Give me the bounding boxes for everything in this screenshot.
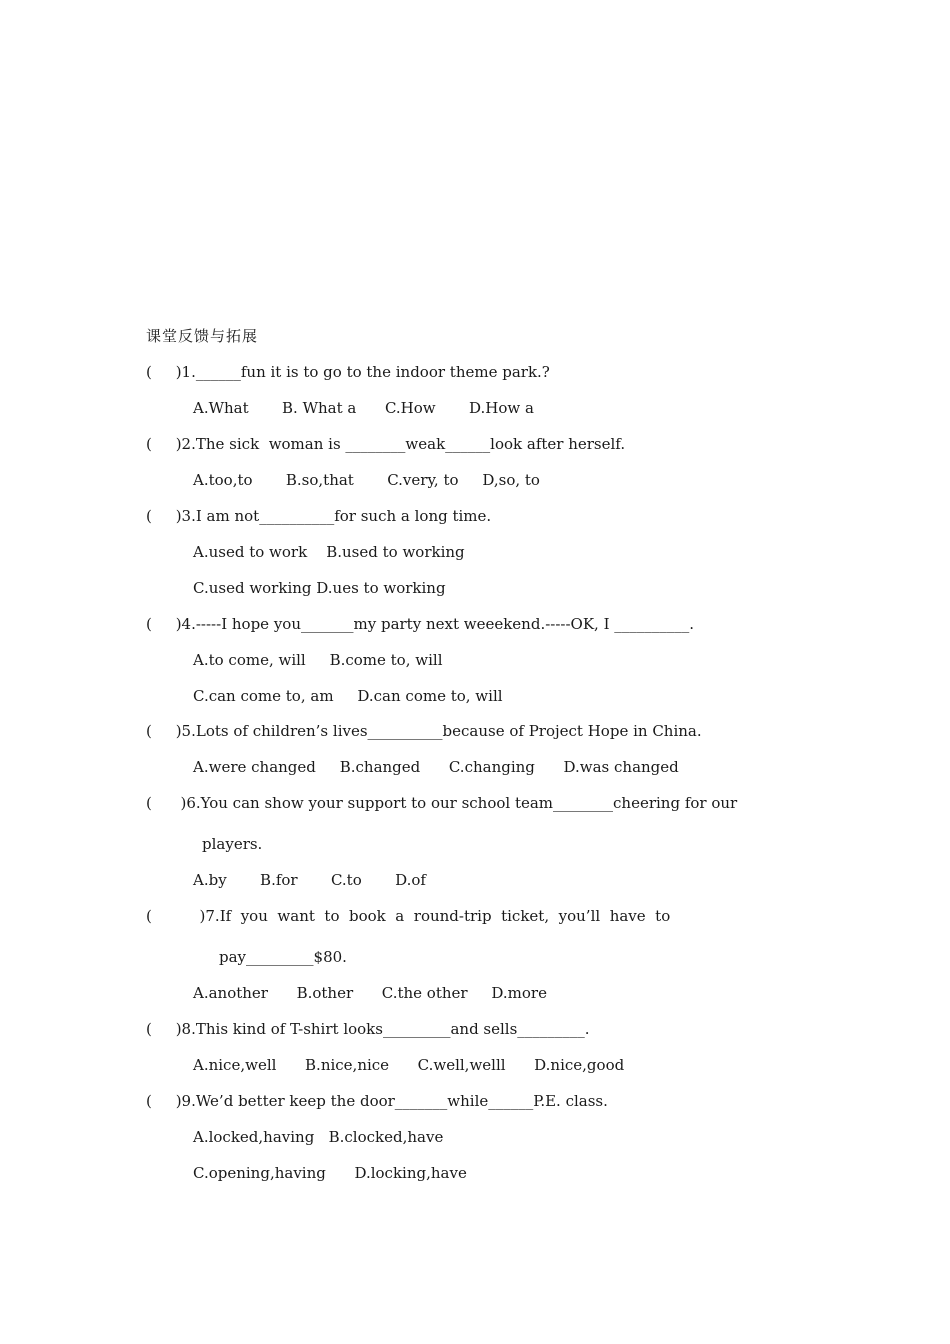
question-9-options-row-2: C.opening,having D.locking,have — [193, 1164, 467, 1182]
question-5-options: A.were changed B.changed C.changing D.was changed — [193, 758, 679, 776]
question-3-options-row-1: A.used to work B.used to working — [193, 543, 465, 561]
question-4-options-row-1: A.to come, will B.come to, will — [193, 651, 443, 669]
question-7-stem: ( )7.If you want to book a round-trip ticket, you’ll have to — [146, 907, 671, 925]
question-3-stem: ( )3.I am not__________for such a long time. — [146, 507, 492, 525]
question-1-options: A.What B. What a C.How D.How a — [193, 399, 534, 417]
question-6-continuation: players. — [202, 835, 263, 853]
question-5-stem: ( )5.Lots of children’s lives__________because of Project Hope in China. — [146, 722, 702, 740]
question-8-options: A.nice,well B.nice,nice C.well,welll D.nice,good — [193, 1056, 625, 1074]
question-3-options-row-2: C.used working D.ues to working — [193, 579, 446, 597]
question-7-options: A.another B.other C.the other D.more — [193, 984, 547, 1002]
question-2-options: A.too,to B.so,that C.very, to D,so, to — [193, 471, 540, 489]
question-7-continuation: pay_________$80. — [219, 948, 347, 966]
question-4-stem: ( )4.-----I hope you_______my party next weeekend.-----OK, I __________. — [146, 615, 695, 633]
section-heading: 课堂反馈与拓展 — [146, 327, 259, 345]
question-4-options-row-2: C.can come to, am D.can come to, will — [193, 687, 503, 705]
question-6-options: A.by B.for C.to D.of — [193, 871, 426, 889]
question-9-stem: ( )9.We’d better keep the door_______while______P.E. class. — [146, 1092, 608, 1110]
question-1-stem: ( )1.______fun it is to go to the indoor theme park.? — [146, 363, 550, 381]
question-8-stem: ( )8.This kind of T-shirt looks_________and sells_________. — [146, 1020, 590, 1038]
question-9-options-row-1: A.locked,having B.clocked,have — [193, 1128, 444, 1146]
question-2-stem: ( )2.The sick woman is ________weak______look after herself. — [146, 435, 626, 453]
question-6-stem: ( )6.You can show your support to our school team________cheering for our — [146, 794, 738, 812]
